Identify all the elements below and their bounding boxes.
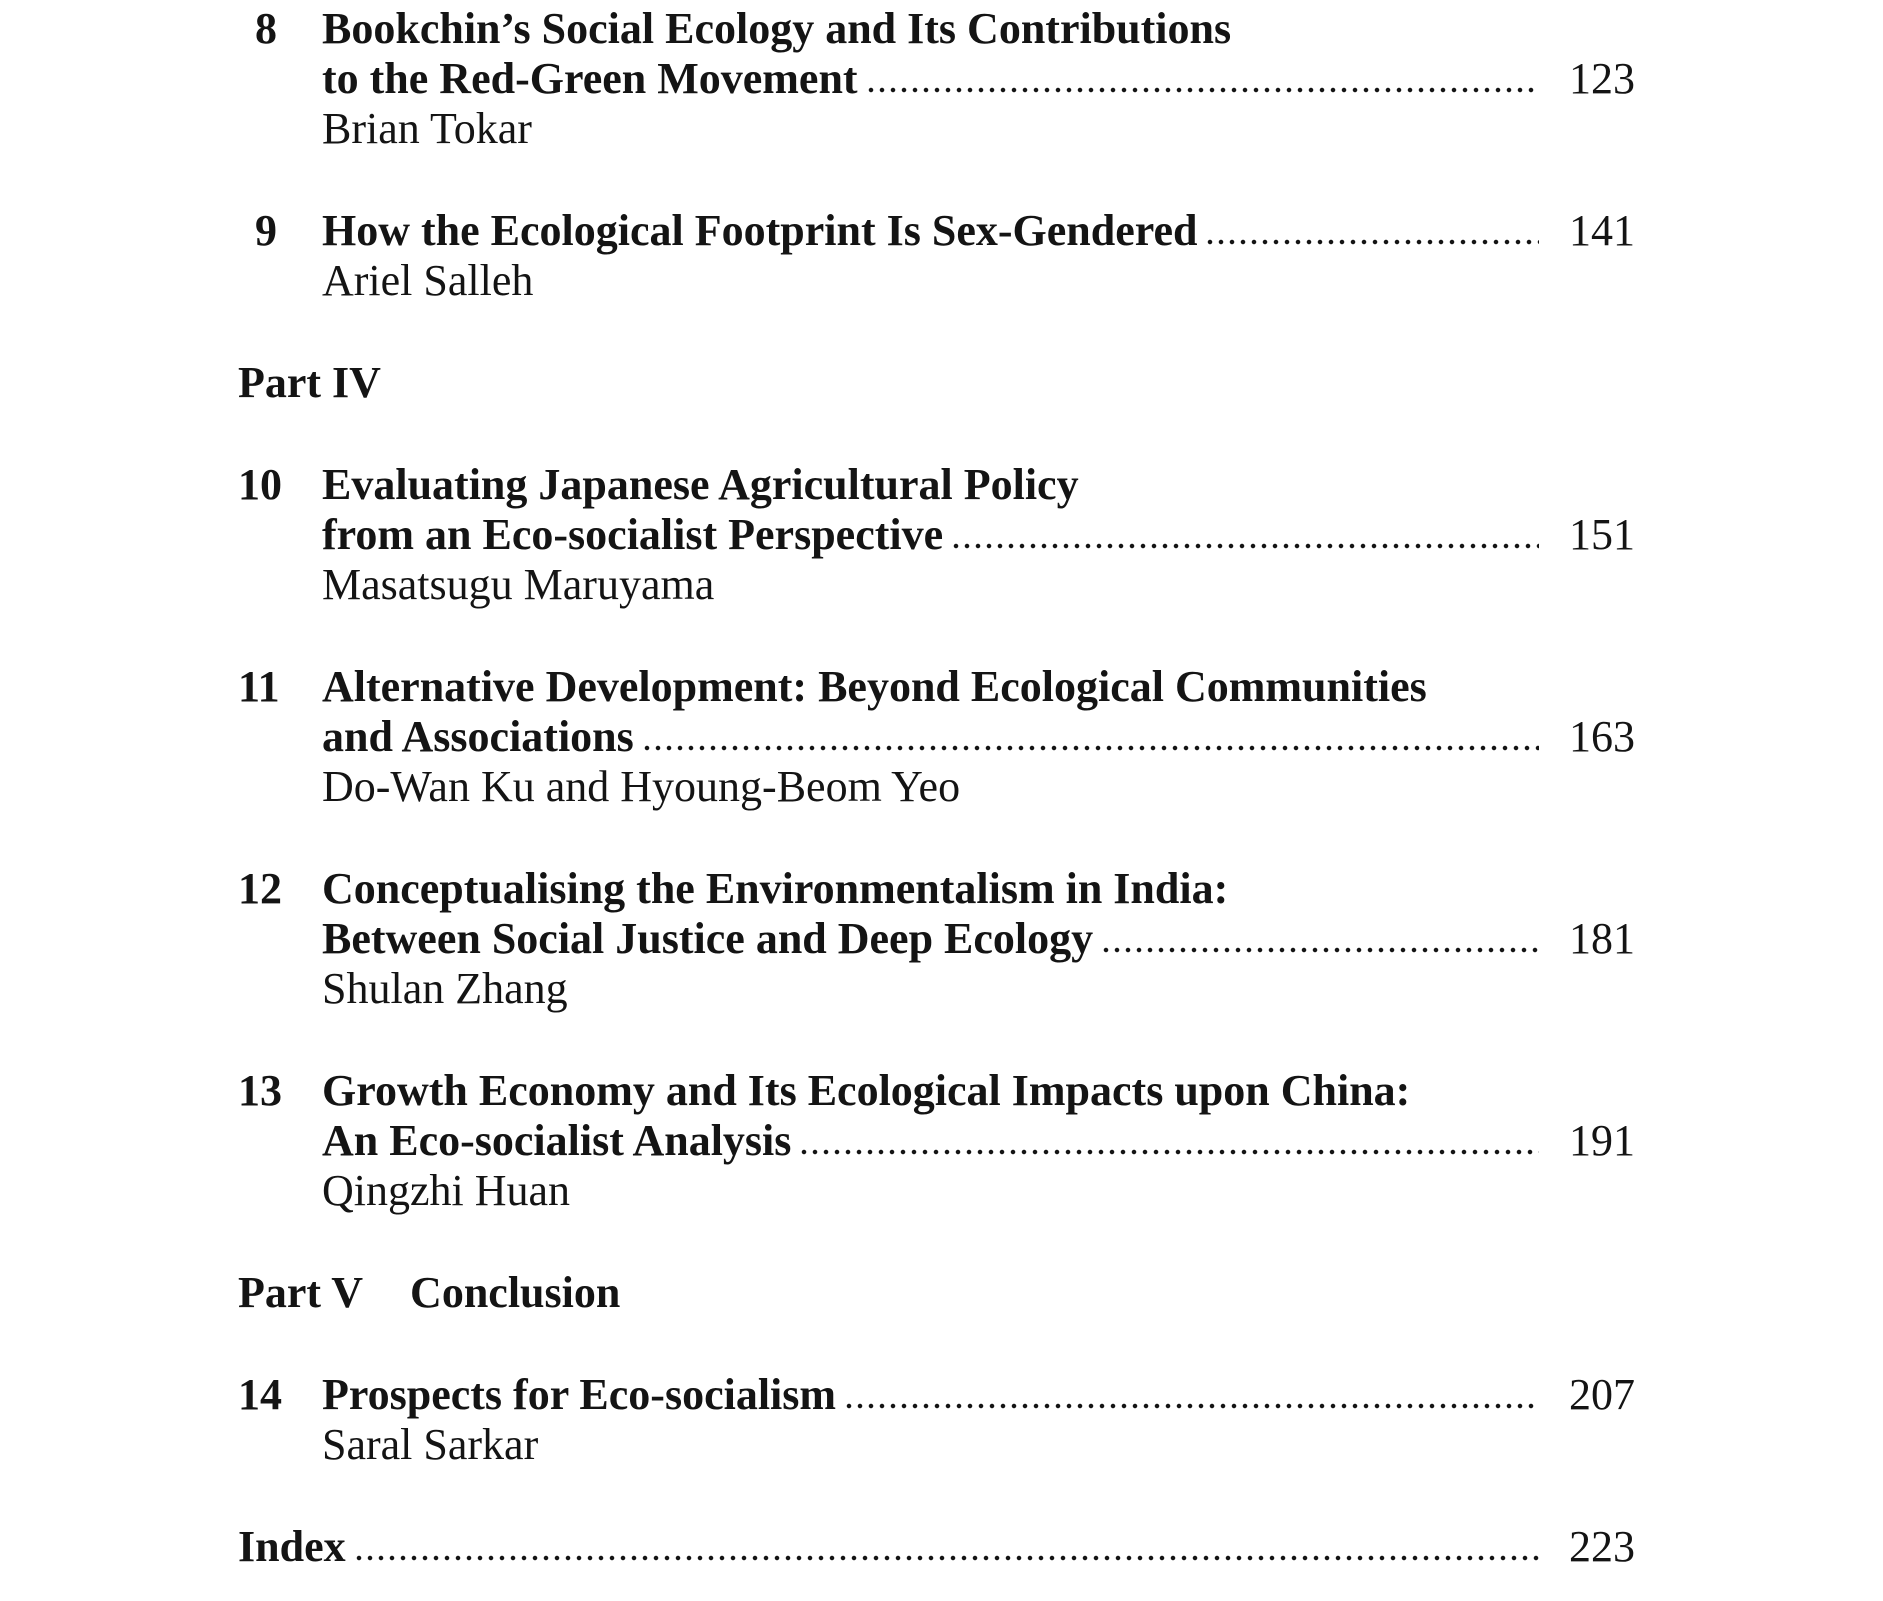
chapter-number: 11 (238, 662, 280, 711)
page-number: 163 (1569, 712, 1635, 761)
chapter-title-line-1: Conceptualising the Environmentalism in India: (322, 864, 1229, 913)
part-label: Part V (238, 1268, 364, 1317)
dot-leader (644, 745, 1539, 751)
page-number: 191 (1569, 1116, 1635, 1165)
toc-entry-chapter-8 (238, 4, 1635, 154)
toc-entry-index (238, 1522, 1635, 1572)
chapter-title-line-1: Growth Economy and Its Ecological Impacts upon China: (322, 1066, 1411, 1115)
page-number: 181 (1569, 914, 1635, 963)
toc-entry-chapter-9 (238, 206, 1635, 306)
dot-leader (868, 87, 1539, 93)
toc-entry-chapter-11 (238, 662, 1635, 812)
page-number: 207 (1569, 1370, 1635, 1419)
dot-leader (356, 1555, 1539, 1561)
chapter-number: 8 (255, 4, 277, 53)
chapter-author: Masatsugu Maruyama (322, 560, 715, 609)
dot-leader (1207, 239, 1539, 245)
toc-entry-chapter-10 (238, 460, 1635, 610)
chapter-number: 10 (238, 460, 282, 509)
chapter-author: Saral Sarkar (322, 1420, 539, 1469)
part-label: Part IV (238, 358, 381, 407)
chapter-author: Do-Wan Ku and Hyoung-Beom Yeo (322, 762, 961, 811)
part-heading-5 (238, 1268, 1635, 1318)
page-number: 141 (1569, 206, 1635, 255)
index-label: Index (238, 1522, 346, 1571)
page-number: 223 (1569, 1522, 1635, 1571)
chapter-title-line-2: and Associations (322, 712, 634, 761)
page-number: 151 (1569, 510, 1635, 559)
chapter-author: Shulan Zhang (322, 964, 568, 1013)
chapter-author: Brian Tokar (322, 104, 532, 153)
chapter-title-line-2: from an Eco-socialist Perspective (322, 510, 944, 559)
part-title: Conclusion (410, 1268, 621, 1317)
chapter-title-line-1: Bookchin’s Social Ecology and Its Contributions (322, 4, 1232, 53)
chapter-number: 12 (238, 864, 282, 913)
chapter-title-line-1: How the Ecological Footprint Is Sex-Gendered (322, 206, 1198, 255)
page-number: 123 (1569, 54, 1635, 103)
chapter-author: Ariel Salleh (322, 256, 534, 305)
chapter-author: Qingzhi Huan (322, 1166, 571, 1215)
chapter-number: 9 (255, 206, 277, 255)
chapter-title-line-2: to the Red-Green Movement (322, 54, 858, 103)
toc-entry-chapter-14 (238, 1370, 1635, 1470)
dot-leader (846, 1403, 1539, 1409)
chapter-number: 13 (238, 1066, 282, 1115)
dot-leader (1103, 947, 1539, 953)
chapter-title-line-1: Prospects for Eco-socialism (322, 1370, 837, 1419)
part-heading-4 (238, 358, 1635, 408)
dot-leader (801, 1149, 1539, 1155)
dot-leader (953, 543, 1539, 549)
chapter-title-line-1: Alternative Development: Beyond Ecological Communities (322, 662, 1427, 711)
chapter-number: 14 (238, 1370, 282, 1419)
toc-entry-chapter-12 (238, 864, 1635, 1014)
chapter-title-line-2: Between Social Justice and Deep Ecology (322, 914, 1094, 963)
chapter-title-line-2: An Eco-socialist Analysis (322, 1116, 792, 1165)
toc-entry-chapter-13 (238, 1066, 1635, 1216)
chapter-title-line-1: Evaluating Japanese Agricultural Policy (322, 460, 1079, 509)
